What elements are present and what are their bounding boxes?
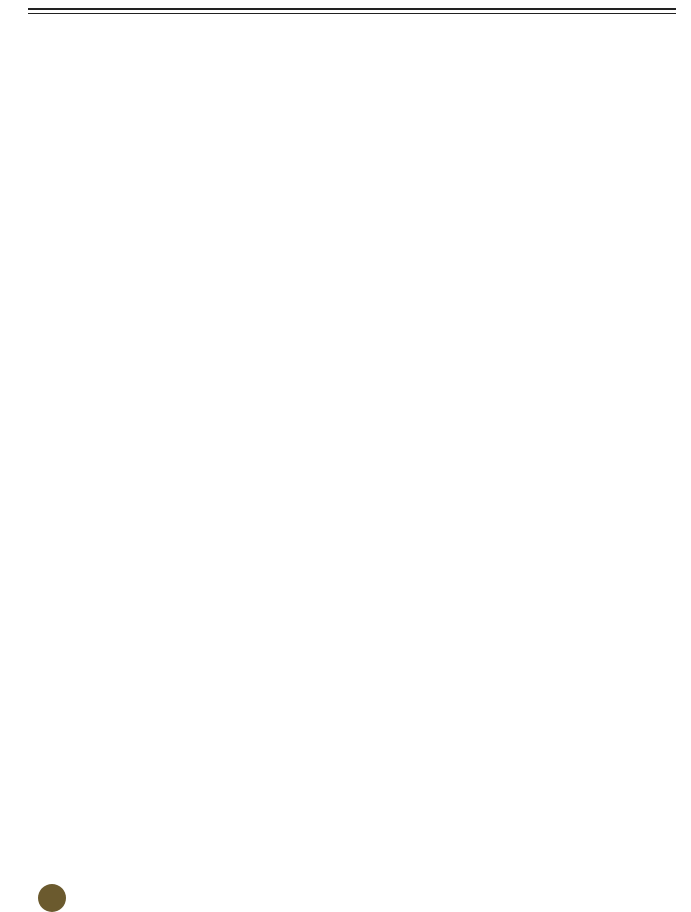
top-rule bbox=[28, 8, 676, 14]
test-page bbox=[34, 24, 664, 44]
section-gap bbox=[34, 25, 664, 43]
logo-icon bbox=[38, 884, 66, 912]
